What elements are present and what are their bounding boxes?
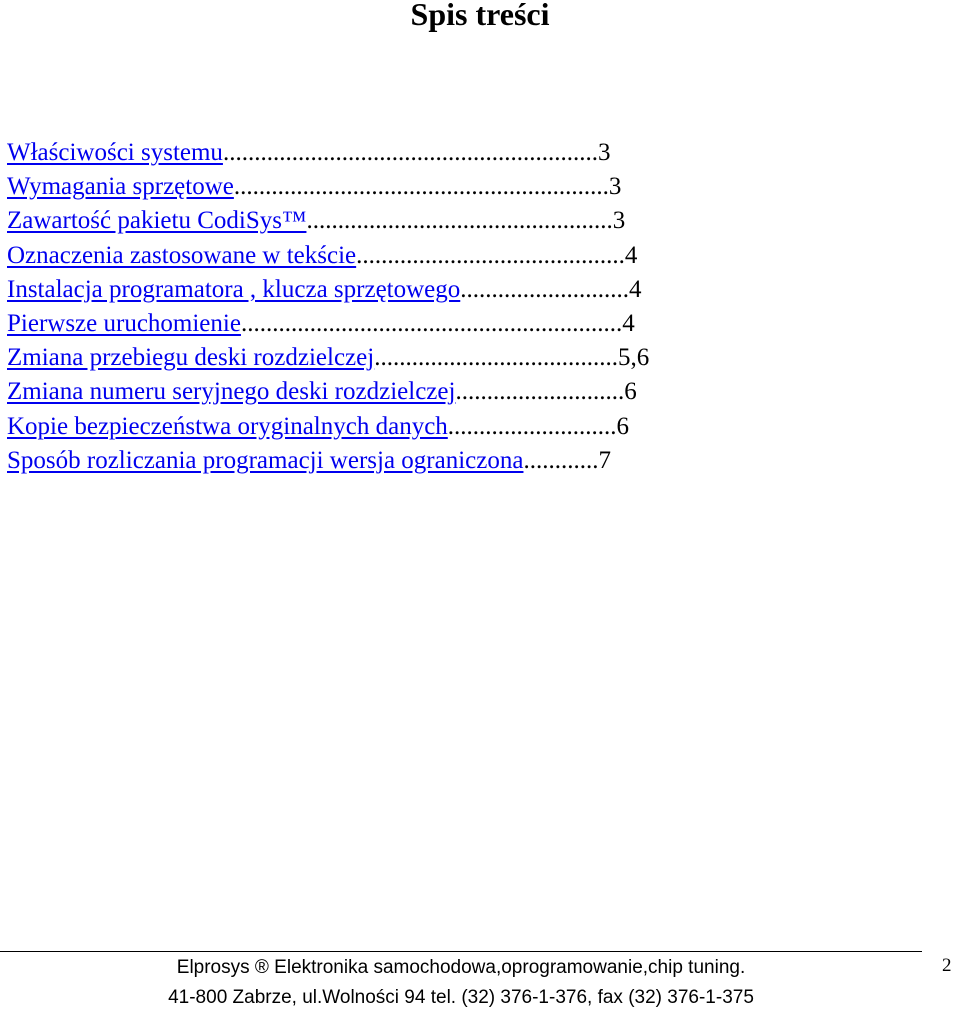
toc-entry [7,307,767,341]
page-footer [0,953,922,1013]
toc-page-number: 7 [598,446,611,474]
toc-page-number: 4 [622,309,635,337]
toc-page-number: 4 [629,275,642,303]
toc-link[interactable]: Kopie bezpieczeństwa oryginalnych danych [7,412,448,440]
toc-page-number: 3 [612,207,626,235]
footer-divider [0,951,922,952]
toc-page-number: 3 [608,173,622,201]
toc-page-number: 4 [624,241,638,269]
toc-link[interactable]: Zmiana przebiegu deski rozdzielczej [7,344,375,372]
toc-page-number: 5,6 [617,344,650,372]
page-number: 2 [942,955,952,976]
footer-company-line: Elprosys ® Elektronika samochodowa,oprogramowanie,chip tuning. [176,957,746,978]
toc-leader-dots: ................................................. [306,207,613,235]
toc-entry [7,375,767,409]
toc-link[interactable]: Oznaczenia zastosowane w tekście [7,241,357,269]
toc-leader-dots: ....................................... [374,344,618,372]
toc-link[interactable]: Wymagania sprzętowe [7,173,234,201]
toc-entry [7,444,767,478]
footer-address-line: 41-800 Zabrze, ul.Wolności 94 tel. (32) 376-1-376, fax (32) 376-1-375 [168,987,754,1008]
toc-leader-dots: ............................................................. [240,309,623,337]
toc-link[interactable]: Zmiana numeru seryjnego deski rozdzielczej [7,378,456,406]
toc-link[interactable]: Pierwsze uruchomienie [7,309,241,337]
toc-page-number: 6 [624,378,637,406]
table-of-contents [7,136,767,478]
toc-link[interactable]: Zawartość pakietu CodiSys™ [7,207,307,235]
toc-leader-dots: ............................................................ [222,139,598,166]
toc-link[interactable]: Właściwości systemu [7,139,223,166]
toc-link[interactable]: Sposób rozliczania programacji wersja ograniczona [7,446,524,474]
toc-entry [7,410,767,444]
page-title: Spis treści [410,0,550,32]
toc-leader-dots: ............ [523,446,599,474]
toc-entry [7,136,767,170]
toc-leader-dots: ........................... [460,275,630,303]
toc-entry [7,170,767,204]
toc-entry [7,204,767,238]
toc-entry [7,341,767,375]
toc-entry [7,273,767,307]
toc-leader-dots: ........................................... [356,241,625,269]
toc-link[interactable]: Instalacja programatora , klucza sprzętowego [7,275,461,303]
toc-leader-dots: ........................... [455,378,625,406]
toc-leader-dots: ........................... [447,412,617,440]
toc-entry [7,239,767,273]
toc-page-number: 6 [616,412,630,440]
toc-page-number: 3 [597,139,611,166]
toc-leader-dots: ............................................................ [233,173,609,201]
